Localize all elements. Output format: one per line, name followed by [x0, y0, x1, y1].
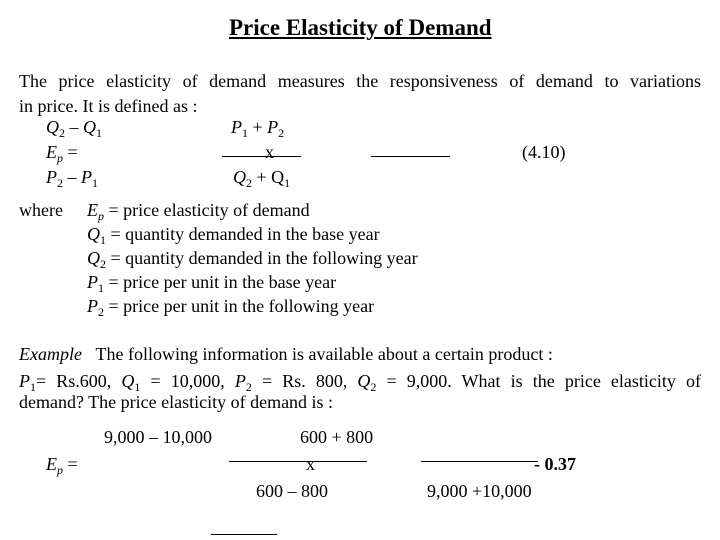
definition-item: $P_1$ = price per unit in the base year [87, 272, 337, 295]
stray-rule [211, 534, 277, 535]
calc-denominator-2: 9,000 +10,000 [427, 481, 532, 501]
formula-fraction-bar-2 [371, 156, 450, 157]
where-label: where [19, 200, 63, 220]
formula-fraction-bar-1 [222, 156, 301, 157]
formula-ep-label: $E_p$ = [46, 142, 78, 165]
intro-line-1: The price elasticity of demand measures the responsiveness of demand to variations [19, 71, 701, 91]
calc-fraction-bar-2 [421, 461, 538, 462]
formula-multiply-x: x [265, 142, 274, 162]
calc-numerator-2: 600 + 800 [300, 427, 374, 447]
calc-result: - 0.37 [534, 454, 576, 474]
formula-numerator-p: $P_1 + P_2$ [231, 117, 285, 140]
definition-item: $Q_2$ = quantity demanded in the following year [87, 248, 418, 271]
definition-item: $Q_1$ = quantity demanded in the base year [87, 224, 380, 247]
calc-multiply-x: x [306, 454, 315, 474]
intro-line-2: in price. It is defined as : [19, 96, 198, 116]
example-line-1: Example The following information is available about a certain product : [19, 344, 553, 364]
definition-item: $E_p$ = price elasticity of demand [87, 200, 310, 223]
equation-number: (4.10) [522, 142, 566, 162]
calc-fraction-bar-1 [229, 461, 367, 462]
calc-ep-label: $E_p$ = [46, 454, 78, 477]
example-label: Example [19, 344, 82, 364]
definition-item: $P_2$ = price per unit in the following year [87, 296, 375, 319]
example-line-2: $P_1= Rs.600$, $Q_1 = 10,000$, $P_2 = Rs$. 800, $Q_2 = 9,000$. What is the price elasticity of [19, 371, 701, 394]
formula-denominator-p: $P_2 - P_1$ [46, 167, 98, 190]
page-title: Price Elasticity of Demand [229, 15, 492, 40]
calc-denominator-1: 600 – 800 [256, 481, 328, 501]
formula-denominator-q: $Q_2 + Q_1$ [233, 167, 291, 190]
formula-numerator-q: $Q_2 - Q_1$ [46, 117, 102, 140]
example-line-3: demand? The price elasticity of demand is : [19, 392, 334, 412]
calc-numerator-1: 9,000 – 10,000 [104, 427, 212, 447]
